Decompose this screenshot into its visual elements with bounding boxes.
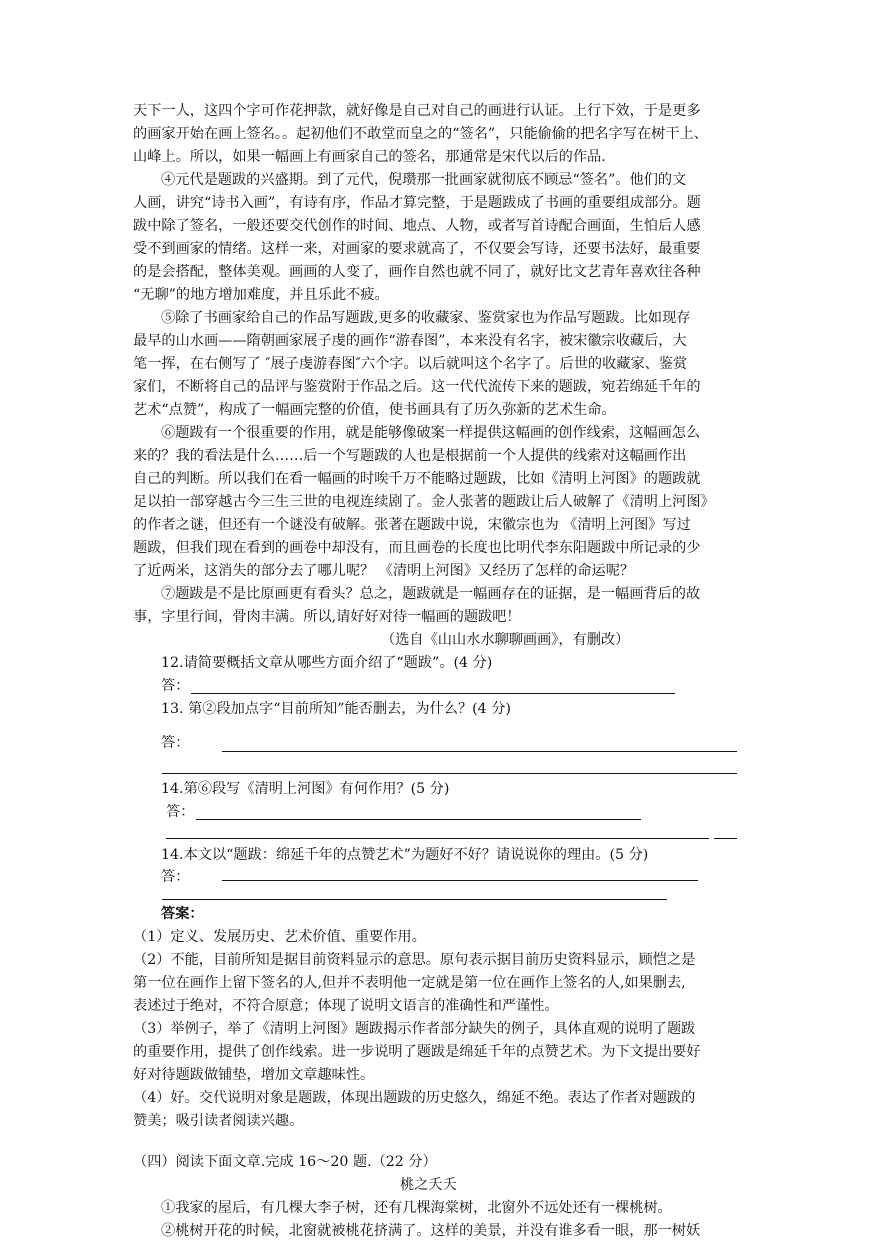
answer-3-line: 的重要作用，提供了创作线索。进一步说明了题跋是绵延千年的点赞艺术。为下文提出要好 (133, 1044, 701, 1060)
answer-3-line: （3）举例子，举了《清明上河图》题跋揭示作者部分缺失的例子，具体直观的说明了题跋 (133, 1021, 696, 1037)
text-line: 来的？我的看法是什么……后一个写题跋的人也是根据前一个人提供的线索对这幅画作出 (133, 448, 687, 464)
text-line: 最早的山水画——隋朝画家展子虔的画作“游春图”，本来没有名字，被宋徽宗收藏后，大 (133, 333, 687, 349)
text-line: 了近两米，这消失的部分去了哪儿呢？ 《清明上河图》又经历了怎样的命运呢？ (133, 563, 635, 579)
answer-1: （1）定义、发展历史、艺术价值、重要作用。 (133, 929, 426, 945)
text-line: 受不到画家的情绪。这样一来，对画家的要求就高了，不仅要会写诗，还要书法好，最重要 (133, 241, 701, 257)
text-line: 的是会搭配，整体美观。画画的人变了，画作自然也就不同了，就好比文艺青年喜欢往各种 (133, 264, 701, 280)
article-title: 桃之夭夭 (400, 1177, 457, 1193)
source-citation: （选自《山山水水聊聊画画》，有删改） (381, 632, 630, 648)
answer-line[interactable] (222, 880, 698, 881)
text-line: 足以拍一部穿越古今三生三世的电视连续剧了。金人张著的题跋让后人破解了《清明上河图》 (133, 494, 715, 510)
text-line: 天下一人，这四个字可作花押款，就好像是自己对自己的画进行认证。上行下效，于是更多 (133, 103, 701, 119)
answer-3-line: 好对待题跋做铺垫，增加文章趣味性。 (133, 1067, 375, 1083)
text-line: ⑦题跋是不是比原画更有看头？总之，题跋就是一幅画存在的证据，是一幅画背后的故 (161, 586, 701, 602)
answer-2-line: 第一位在画作上留下签名的人,但并不表明他一定就是第一位在画作上签名的人,如果删去, (133, 975, 686, 991)
question-14b: 14.本文以“题跋：绵延千年的点赞艺术”为题好不好？请说说你的理由。(5 分) (161, 847, 649, 863)
question-12: 12.请简要概括文章从哪些方面介绍了“题跋”。(4 分) (161, 655, 493, 671)
answer-line[interactable] (222, 751, 737, 752)
answer-label: 答： (166, 804, 195, 820)
answer-line[interactable] (714, 838, 737, 839)
text-line: 的画家开始在画上签名。。起初他们不敢堂而皇之的“签名”，只能偷偷的把名字写在树干上、 (133, 126, 708, 142)
text-line: “无聊”的地方增加难度，并且乐此不疲。 (133, 287, 389, 303)
answer-2-line: （2）不能，目前所知是据目前资料显示的意思。原句表示据目前历史资料显示，顾恺之是 (133, 952, 696, 968)
answer-4-line: （4）好。交代说明对象是题跋，体现出题跋的历史悠久，绵延不绝。表达了作者对题跋的 (133, 1090, 696, 1106)
text-line: 人画，讲究“诗书入画”，有诗有序，作品才算完整，于是题跋成了书画的重要组成部分。题 (133, 195, 701, 211)
answer-label: 答： (161, 678, 190, 694)
text-line: 笔一挥，在右侧写了 ″展子虔游春图″六个字。以后就叫这个名字了。后世的收藏家、鉴赏 (133, 356, 688, 372)
text-line: 家们，不断将自己的品评与鉴赏附于作品之后。这一代代流传下来的题跋，宛若绵延千年的 (133, 379, 701, 395)
text-line: ⑤除了书画家给自己的作品写题跋,更多的收藏家、鉴赏家也为作品写题跋。比如现存 (161, 310, 691, 326)
question-13: 13. 第②段加点字“目前所知”能否删去，为什么？(4 分) (161, 701, 511, 717)
answer-line[interactable] (191, 693, 675, 694)
text-line: 事，字里行间，骨肉丰满。所以,请好好对待一幅画的题跋吧！ (133, 609, 521, 625)
answer-line[interactable] (162, 899, 667, 900)
answer-label: 答： (161, 869, 190, 885)
text-line: 艺术“点赞”，构成了一幅画完整的价值，使书画具有了历久弥新的艺术生命。 (133, 402, 616, 418)
answer-line[interactable] (162, 773, 737, 774)
text-line: ⑥题跋有一个很重要的作用，就是能够像破案一样提供这幅画的创作线索，这幅画怎么 (161, 425, 701, 441)
text-line: 山峰上。所以，如果一幅画上有画家自己的签名，那通常是宋代以后的作品. (133, 149, 606, 165)
text-line: 自己的判断。所以我们在看一幅画的时唉千万不能略过题跋，比如《清明上河图》的题跋就 (133, 471, 701, 487)
text-line: 跋中除了签名，一般还要交代创作的时间、地点、人物，或者写首诗配合画面，生怕后人感 (133, 218, 701, 234)
section-heading: （四）阅读下面文章.完成 16～20 题.（22 分） (133, 1154, 437, 1170)
answer-4-line: 赞美；吸引读者阅读兴趣。 (133, 1113, 304, 1129)
answers-heading: 答案： (161, 906, 204, 922)
text-line: ④元代是题跋的兴盛期。到了元代，倪瓒那一批画家就彻底不顾忌“签名”。他们的文 (161, 172, 687, 188)
answer-line[interactable] (166, 838, 709, 839)
text-line: ①我家的屋后，有几棵大李子树，还有几棵海棠树，北窗外不远处还有一棵桃树。 (161, 1200, 672, 1216)
text-line: 的作者之谜，但还有一个谜没有破解。张著在题跋中说，宋徽宗也为 《清明上河图》写过 (133, 517, 691, 533)
answer-line[interactable] (196, 819, 641, 820)
text-line: 题跋，但我们现在看到的画卷中却没有，而且画卷的长度也比明代李东阳题跋中所记录的少 (133, 540, 701, 556)
answer-label: 答： (161, 735, 190, 751)
answer-2-line: 表述过于绝对，不符合原意；体现了说明文语言的准确性和严谨性。 (133, 998, 559, 1014)
question-14a: 14.第⑥段写《清明上河图》有何作用？(5 分) (161, 781, 450, 797)
text-line: ②桃树开花的时候，北窗就被桃花挤满了。这样的美景，并没有谁多看一眼，那一树妖 (161, 1223, 701, 1239)
